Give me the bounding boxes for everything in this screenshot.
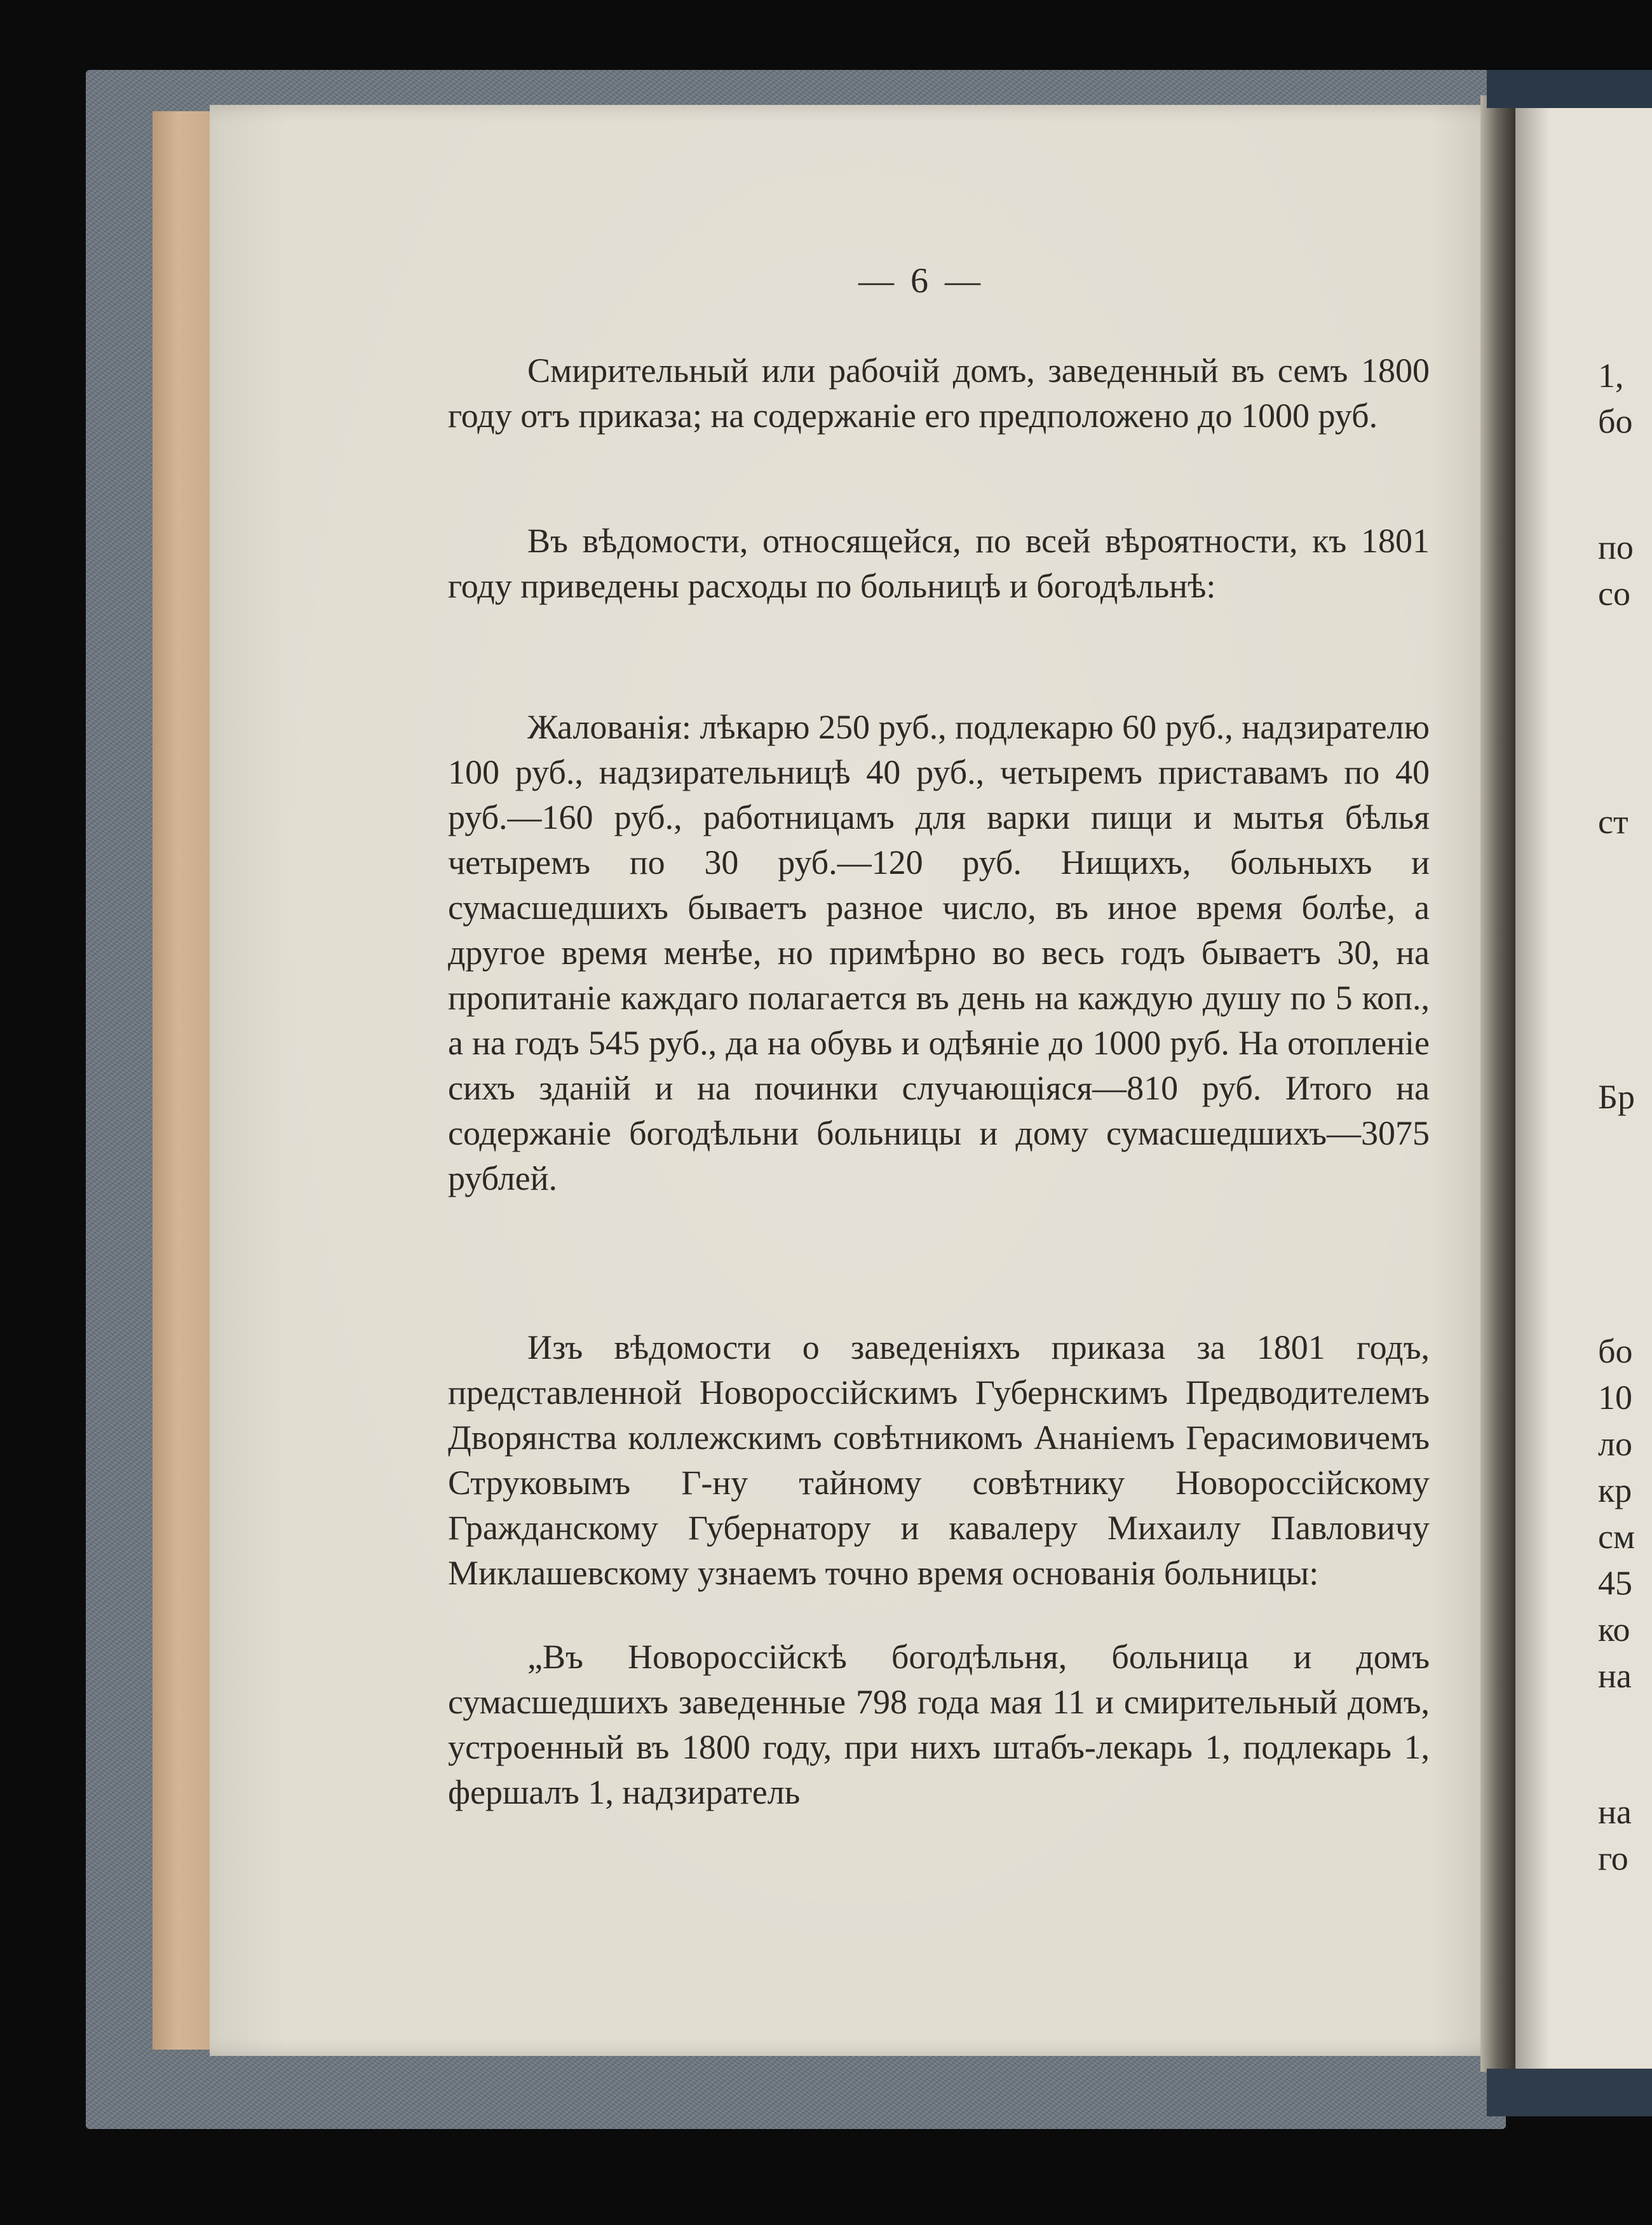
facing-fragment: ст bbox=[1598, 803, 1628, 841]
paragraph-text: Изъ вѣдомости о заведеніяхъ приказа за 1801 годъ, представленной Новороссійскимъ Губернскимъ Предводителемъ Дворянства коллежскимъ совѣтникомъ Ананіемъ Герасимовичемъ Струковымъ Г-ну тайному совѣтнику Новороссійскому Гражданскому Губернатору и кавалеру Михаилу Павловичу Миклашевскому узнаемъ точно время основанія больницы: bbox=[448, 1328, 1430, 1592]
paragraph-4 bbox=[448, 1325, 1430, 1596]
facing-fragment: Бр bbox=[1598, 1078, 1635, 1116]
inner-board-edge bbox=[152, 111, 216, 2050]
paragraph-5 bbox=[448, 1635, 1430, 1815]
paragraph-text: Въ вѣдомости, относящейся, по всей вѣроятности, къ 1801 году приведены расходы по больницѣ и богодѣльнѣ: bbox=[448, 522, 1430, 605]
facing-fragment: го bbox=[1598, 1839, 1628, 1877]
facing-fragment: со bbox=[1598, 575, 1630, 613]
paragraph-1 bbox=[448, 348, 1430, 439]
facing-fragment: 45 bbox=[1598, 1564, 1632, 1602]
facing-fragment: ко bbox=[1598, 1610, 1630, 1649]
paragraph-text: Смирительный или рабочій домъ, заведенный въ семъ 1800 году отъ приказа; на содержаніе его предположено до 1000 руб. bbox=[448, 351, 1430, 435]
cover-corner-bottom bbox=[1487, 2069, 1652, 2116]
facing-fragment: бо bbox=[1598, 1332, 1633, 1370]
facing-fragment: кр bbox=[1598, 1471, 1632, 1509]
page-number: — 6 — bbox=[858, 261, 984, 301]
cover-corner-top bbox=[1487, 70, 1652, 108]
paragraph-text: Жалованія: лѣкарю 250 руб., подлекарю 60 руб., надзирателю 100 руб., надзирательницѣ 40 руб., четыремъ приставамъ по 40 руб.—160 руб., работницамъ для варки пищи и мытья бѣлья четыремъ по 30 руб.—120 руб. Нищихъ, больныхъ и сумасшедшихъ бываетъ разное число, въ иное время болѣе, а другое время менѣе, но примѣрно во весь годъ бываетъ 30, на пропитаніе каждаго полагается въ день на каждую душу по 5 коп., а на годъ 545 руб., да на обувь и одѣяніе до 1000 руб. На отопленіе сихъ зданій и на починки случающіяся—810 руб. Итого на содержаніе богодѣльни больницы и дому сумасшедшихъ—3075 рублей. bbox=[448, 708, 1430, 1197]
facing-fragment: по bbox=[1598, 528, 1634, 566]
facing-fragment: на bbox=[1598, 1657, 1632, 1695]
facing-fragment: на bbox=[1598, 1793, 1632, 1831]
paragraph-text: „Въ Новороссійскѣ богодѣльня, больница и домъ сумасшедшихъ заведенные 798 года мая 11 и смирительный домъ, устроенный въ 1800 году, при нихъ штабъ-лекарь 1, подлекарь 1, фершалъ 1, надзиратель bbox=[448, 1638, 1430, 1811]
facing-fragment: бо bbox=[1598, 402, 1633, 440]
facing-fragment: ло bbox=[1598, 1425, 1632, 1463]
paragraph-2 bbox=[448, 519, 1430, 609]
facing-fragment: 10 bbox=[1598, 1378, 1632, 1417]
page-gutter bbox=[1480, 95, 1519, 2072]
facing-fragment: см bbox=[1598, 1518, 1635, 1556]
paragraph-3 bbox=[448, 705, 1430, 1201]
facing-fragment: 1, bbox=[1598, 357, 1624, 395]
